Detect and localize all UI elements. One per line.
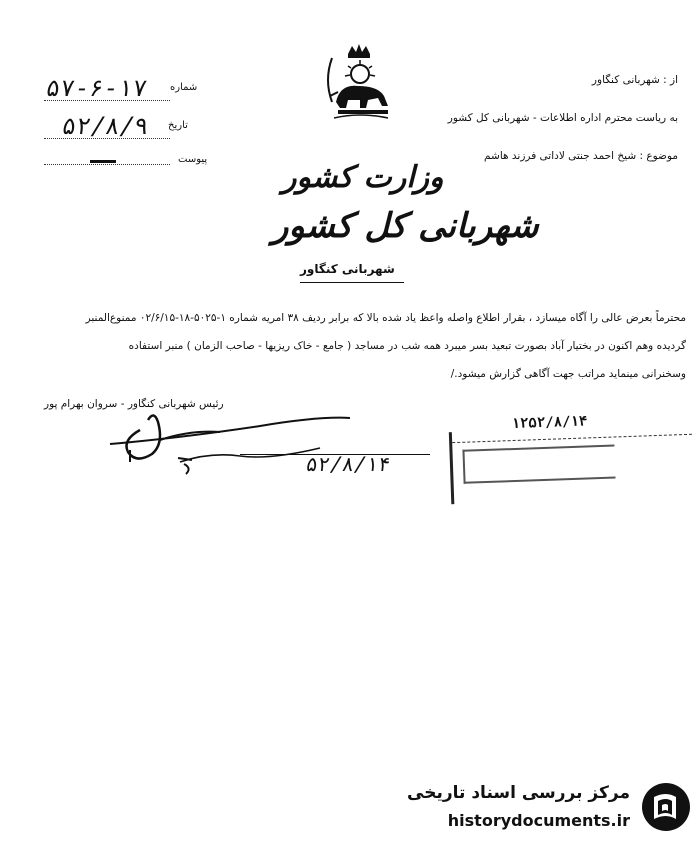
letter-number-line	[44, 100, 170, 101]
letter-number-value: ۵۷-۶-۱۷	[44, 74, 150, 102]
stamp-number: ۱۲۵۲/۸/۱۴	[511, 413, 588, 433]
letter-number-label: شماره	[170, 82, 198, 93]
letterhead-divider	[300, 282, 404, 283]
to-line: به ریاست محترم اداره اطلاعات - شهربانی کل کشور	[447, 112, 678, 124]
signatory-title: رئیس شهربانی کنگاور - سروان بهرام پور	[44, 398, 224, 410]
archive-footer	[400, 775, 700, 842]
registration-stamp	[449, 413, 694, 504]
letter-date-value: ۵۲/۸/۹	[60, 112, 151, 140]
body-line-3: وسخنرانی مینماید مراتب جهت آگاهی گزارش میشود./	[450, 368, 686, 380]
attachment-dash	[90, 160, 116, 163]
letter-date-line	[44, 138, 170, 139]
archive-website: historydocuments.ir	[447, 811, 630, 830]
attachment-line	[44, 164, 170, 165]
ministry-title: وزارت کشور	[282, 160, 444, 195]
letter-date-label: تاریخ	[168, 120, 188, 131]
stamp-box	[462, 444, 615, 483]
police-branch-title: شهربانی کنگاور	[300, 262, 395, 276]
archive-logo-icon	[640, 781, 692, 833]
attachment-label: پیوست	[178, 154, 208, 165]
subject-line: موضوع : شیخ احمد جنتی لاداتی فرزند هاشم	[484, 150, 678, 162]
from-line: از : شهربانی کنگاور	[591, 74, 678, 86]
stamp-top-line	[452, 434, 692, 444]
police-hq-title: شهربانی کل کشور	[272, 206, 539, 246]
archive-center-name: مرکز بررسی اسناد تاریخی	[407, 783, 630, 803]
body-line-2: گردیده وهم اکنون در بختیار آباد بصورت تبعید بسر میبرد همه شب در مساجد ( جامع - خاک ریزیها - صاحب الزمان ) منبر استفاده	[128, 340, 686, 352]
handwritten-date: ۵۲/۸/۱۴	[304, 452, 392, 476]
lion-and-sun-emblem	[318, 40, 400, 122]
body-line-1: محترماً بعرض عالی را آگاه میسازد ، بقرار اطلاع واصله واعظ یاد شده بالا که برابر ردیف ۳۸ امریه شماره ۱-۵۰۲۵-۱۸-۰۲/۶/۱۵ ممنوع‌المنبر	[85, 312, 686, 324]
